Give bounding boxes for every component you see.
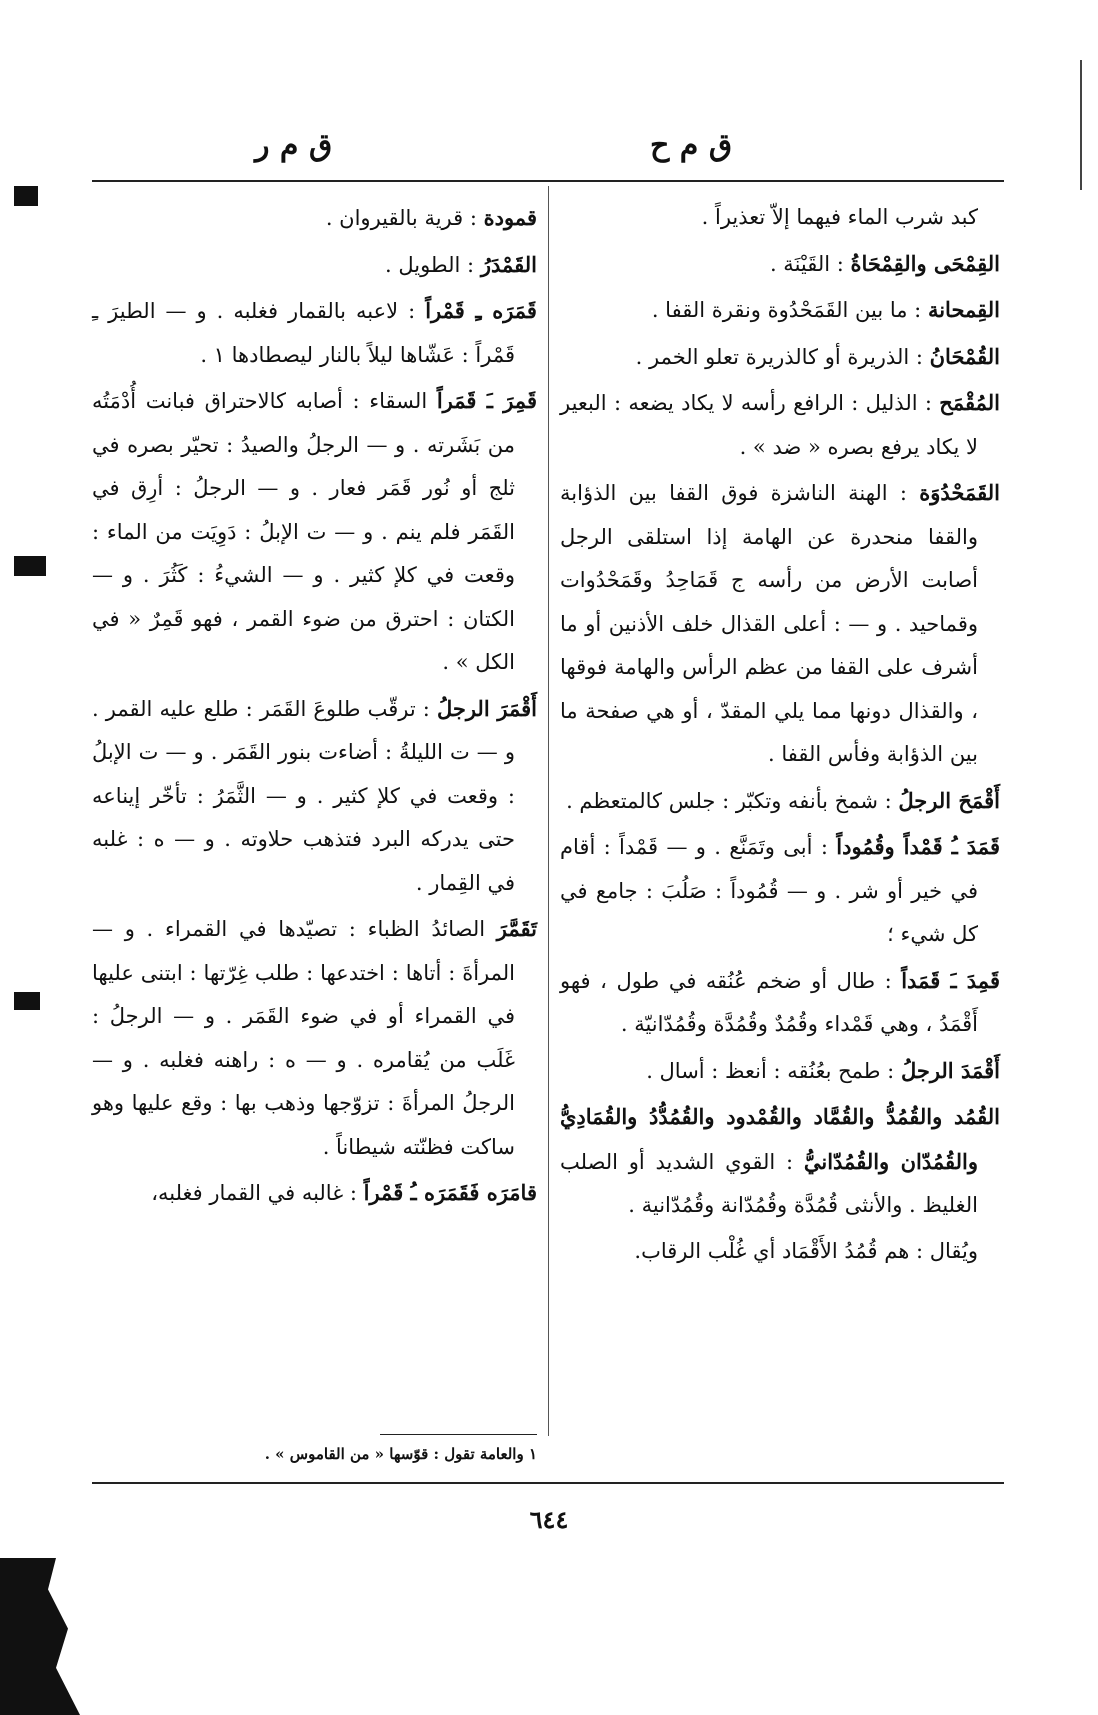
entry-definition: : غالبه في القمار فغلبه،: [151, 1181, 357, 1205]
dictionary-entry: [560, 471, 1000, 777]
entry-headword: قَمِدَ ـَ قَمَداً: [901, 967, 1000, 993]
dictionary-entry: [560, 1230, 1000, 1274]
entry-definition: : الذليل : الرافع رأسه لا يكاد يضعه : البعير لا يكاد يرفع بصره « ضد » .: [560, 391, 978, 459]
dictionary-entry: [92, 907, 537, 1169]
entry-headword: قَمِرَ ـَ قَمَراً: [436, 388, 537, 413]
entry-headword: أَقْمَحَ الرجلُ: [898, 787, 1000, 813]
entry-definition: : ما بين القَمَحْدُوة ونقرة القفا .: [651, 298, 922, 322]
entry-headword: القِمْحَى والقِمْحَاةُ: [850, 250, 1000, 276]
entry-headword: القَمْدَرُ: [480, 251, 537, 277]
entry-headword: أَقْمَدَ الرجلُ: [900, 1057, 1000, 1083]
entry-definition: : ترقّب طلوعَ القَمَر : طلع عليه القمر . و — ت الليلةُ : أضاءت بنور القَمَر . و — ت الإبلُ : وقعت في كلإ كثير . و — الثَّمَرُ : تأخّر إيناعه حتى يدركه البرد فتذهب حلاوته . و — ه : غلبه في القِمار .: [92, 696, 515, 895]
entry-definition: : الطويل .: [384, 252, 475, 277]
dictionary-entry: [92, 1171, 537, 1216]
dictionary-entry: [92, 196, 537, 241]
dictionary-entry: [560, 242, 1000, 287]
dictionary-entry: [560, 1095, 1000, 1228]
scan-mark: [14, 992, 40, 1010]
dictionary-entry: [560, 196, 1000, 240]
dictionary-entry: [560, 779, 1000, 824]
right-column-root-header: ق م ح: [650, 128, 733, 163]
entry-definition: كبد شرب الماء فيهما إلاّ تعذيراً .: [701, 205, 978, 229]
dictionary-entry: [560, 335, 1000, 380]
page-edge-line: [1080, 60, 1082, 190]
left-column-root-header: ق م ر: [255, 128, 333, 163]
entry-definition: : أبى وتَمَنَّع . و — قَمْداً : أقام في خير أو شر . و — قُمُوداً : صَلُبَ : جامع في كل شيء ؛: [560, 835, 978, 946]
dictionary-entry: [560, 381, 1000, 469]
left-column: [92, 196, 537, 1218]
footer-rule: [92, 1482, 1004, 1484]
footnote-rule: [380, 1434, 537, 1435]
entry-definition: ويُقال : هم قُمُدُ الأَقْمَاد أي غُلْب الرقاب.: [634, 1238, 978, 1263]
entry-headword: القُمْحَانُ: [929, 343, 1000, 369]
entry-definition: الصائدُ الظباء : تصيّدها في القمراء . و — المرأةَ : أتاها : اختدعها : طلب غِرّتها : ابتنى عليها في القمراء أو في ضوء القَمَر . و — الرجلُ : غَلَب من يُقامره . و — ه : راهنه فغلبه . و — الرجلُ المرأةَ : تزوّجها وذهب بها : وقع عليها وهو ساكت فظنّته شيطاناً .: [92, 917, 515, 1159]
column-divider: [548, 186, 549, 1436]
entry-definition: : القوي الشديد أو الصلب الغليظ . والأنثى قُمُدَّة وقُمُدّانة وقُمُدّانية .: [560, 1149, 978, 1217]
entry-definition: : القَيْنَة .: [769, 251, 844, 276]
page-number: ٦٤٤: [529, 1505, 569, 1534]
entry-definition: : قرية بالقيروان .: [325, 206, 477, 230]
entry-headword: قمودة: [483, 205, 537, 230]
entry-definition: : طمح بعُنُقه : أنعظ : أسال .: [646, 1058, 895, 1083]
dictionary-entry: [560, 825, 1000, 957]
entry-headword: المُقْمَح: [939, 390, 1000, 415]
entry-definition: : لاعبه بالقمار فغلبه . و — الطيرَ ـِ قَمْراً : عَشّاها ليلاً بالنار ليصطادها ١ .: [92, 299, 515, 367]
entry-headword: قَمَدَ ـُ قَمْداً وقُمُوداً: [836, 834, 1000, 859]
dictionary-entry: [92, 243, 537, 288]
dictionary-entry: [560, 1049, 1000, 1094]
scan-edge-shadow: [0, 1558, 80, 1715]
dictionary-entry: [92, 687, 537, 906]
entry-headword: قَمَرَه ـِ قَمْراً: [425, 298, 537, 323]
scan-mark: [14, 186, 38, 206]
entry-definition: : الذريرة أو كالذريرة تعلو الخمر .: [635, 344, 923, 369]
right-column: [560, 196, 1000, 1275]
entry-headword: تَقَمَّرَ: [496, 916, 537, 941]
dictionary-entry: [560, 288, 1000, 333]
entry-headword: أَقْمَرَ الرجلُ: [436, 695, 537, 721]
dictionary-entry: [92, 379, 537, 685]
entry-headword: القُمُد والقُمُدُّ والقُمَّاد والقُمْدود والقُمُدُّدُ والقُمَادِيُّ والقُمُدّان والقُمُدّانيُّ: [560, 1104, 1000, 1174]
entry-headword: القَمَحْدُوَة: [919, 480, 1000, 505]
entry-headword: القِمحانة: [927, 297, 1000, 322]
header-rule: [92, 180, 1004, 182]
dictionary-entry: [92, 289, 537, 377]
scan-mark: [14, 556, 46, 576]
entry-definition: السقاء : أصابه كالاحتراق فبانت أُدْمَتُه من بَشَرته . و — الرجلُ والصيدُ : تحيّر بصره في ثلج أو نُور قَمَر فعار . و — الرجلُ : أرِق في القَمَر فلم ينم . و — ت الإبلُ : دَوِيَت من الماء : وقعت في كلإ كثير . و — الشيءُ : كَثُرَ . و — الكتان : احترق من ضوء القمر ، فهو قَمِرٌ « في الكل » .: [92, 389, 515, 674]
entry-definition: : شمخ بأنفه وتكبّر : جلس كالمتعظم .: [566, 788, 892, 813]
entry-definition: : طال أو ضخم عُنُقه في طول ، فهو أَقْمَدُ ، وهي قَمْداء وقُمُدٌ وقُمُدَّة وقُمُدّانيّة .: [560, 968, 978, 1036]
dictionary-entry: [560, 959, 1000, 1047]
entry-definition: : الهنة الناشزة فوق القفا بين الذؤابة والقفا منحدرة عن الهامة إذا استلقى الرجل أصابت الأرض من رأسه ج قَمَاحِدُ وقَمَحْدُوات وقماحيد . و — : أعلى القذال خلف الأذنين أو ما أشرف على القفا من عظم الرأس والهامة فوقها ، والقذال دونها مما يلي المقدّ ، أو هي صفحة ما بين الذؤابة وفأس القفا .: [560, 481, 978, 766]
entry-headword: قامَرَه فَقَمَرَه ـُ قَمْراً: [363, 1180, 537, 1205]
footnote: ١ والعامة تقول : قوّسها « من القاموس » .: [264, 1445, 537, 1463]
